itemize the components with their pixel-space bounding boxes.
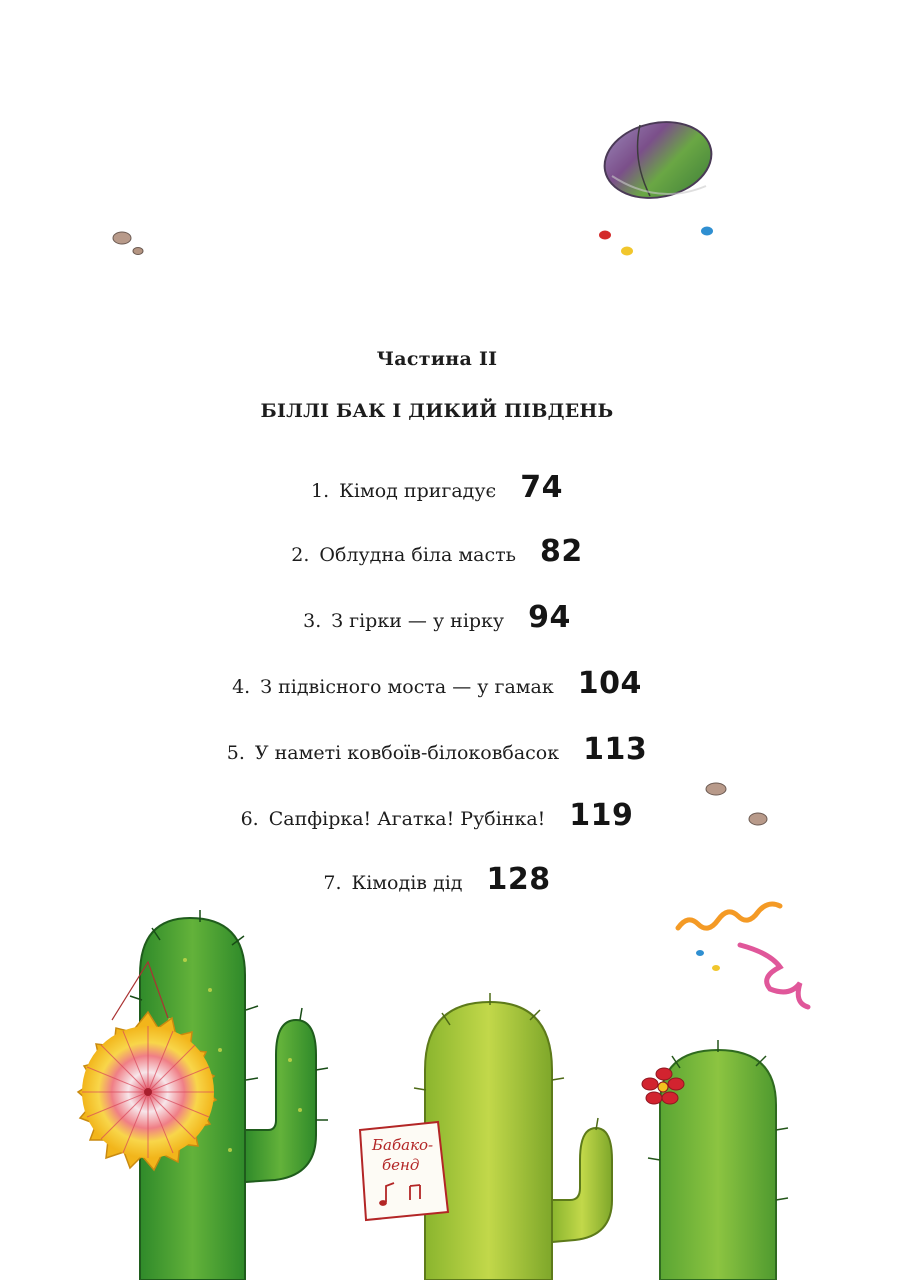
pebble-icon	[113, 227, 767, 972]
toc-entry-page: 104	[577, 666, 642, 701]
streamer-icon	[678, 904, 808, 1007]
toc-entry-title: З гірки — у нірку	[331, 610, 505, 632]
toc-entry[interactable]	[0, 862, 874, 897]
toc-entry[interactable]	[0, 732, 874, 767]
toc-entry[interactable]	[0, 600, 874, 635]
part-title: БІЛЛІ БАК І ДИКИЙ ПІВДЕНЬ	[260, 400, 614, 422]
toc-entry-page: 74	[520, 470, 563, 505]
toc-entry-page: 119	[569, 798, 634, 833]
toc-entry-title: У наметі ковбоїв-білоковбасок	[254, 742, 560, 764]
toc-entry[interactable]	[0, 666, 874, 701]
toc-entry-number: 6.	[240, 808, 259, 830]
toc-entry[interactable]	[0, 534, 874, 569]
cactus-icon	[414, 993, 612, 1280]
toc-entry-page: 113	[583, 732, 648, 767]
toc-entry-number: 5.	[226, 742, 245, 764]
toc-entry[interactable]	[0, 798, 874, 833]
toc-entry-title: Кімод пригадує	[339, 480, 497, 502]
band-sign	[360, 1122, 448, 1220]
toc-entry-number: 7.	[323, 872, 342, 894]
toc-entry-page: 128	[486, 862, 551, 897]
toc-entry[interactable]	[0, 470, 874, 505]
toc-entry-title: Облудна біла масть	[319, 544, 516, 566]
toc-entry-title: Кімодів дід	[351, 872, 463, 894]
sign-line-1: Бабако-	[372, 1136, 434, 1154]
toc-entry-title: Сапфірка! Агатка! Рубінка!	[268, 808, 546, 830]
toc-entry-number: 2.	[291, 544, 310, 566]
part-label: Частина II	[376, 348, 498, 370]
sign-line-2: бенд	[382, 1156, 420, 1174]
toc-entry-number: 4.	[232, 676, 251, 698]
toc-entry-page: 82	[539, 534, 583, 569]
toc-entry-number: 1.	[311, 480, 330, 502]
toc-entry-number: 3.	[303, 610, 322, 632]
toc-entry-page: 94	[528, 600, 571, 635]
egg-icon	[597, 113, 718, 208]
toc-entry-title: З підвісного моста — у гамак	[260, 676, 554, 698]
